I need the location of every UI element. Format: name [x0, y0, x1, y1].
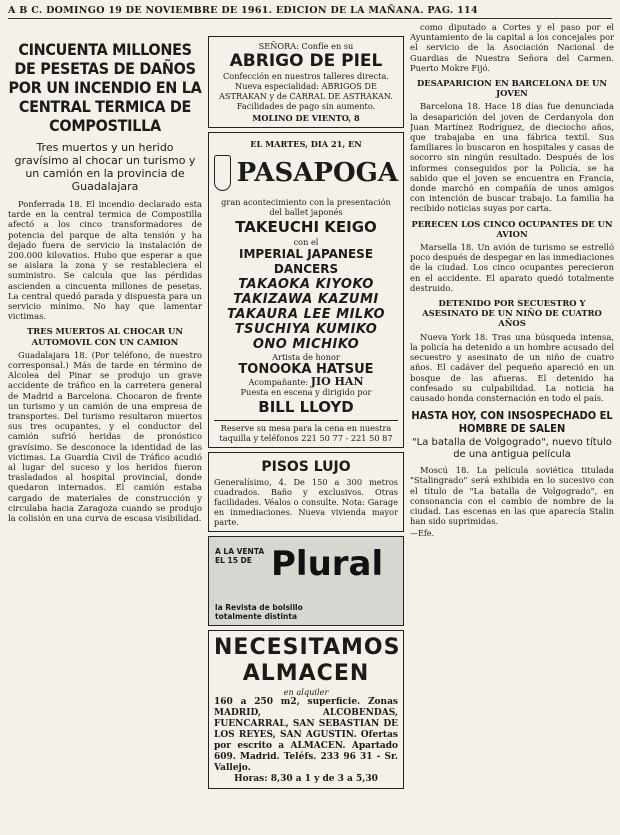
ad-pasapoga-dir-label: Puesta en escena y dirigido por: [240, 387, 372, 397]
ad-fur-body: Confección en nuestros talleres directa. Nueva especialidad: ABRIGOS DE ASTRAKAN y de CARRAL DE ASTRAKAN. Facilidades de pago sin aumento.: [218, 71, 394, 111]
ad-pisos-title: PISOS LUJO: [261, 459, 351, 475]
ad-plural-side2: EL 15 DE: [215, 556, 252, 565]
headline-fire: CINCUENTA MILLONES DE PESETAS DE DAÑOS POR UN INCENDIO EN LA CENTRAL TERMICA DE COMPOSTILLA: [8, 40, 202, 135]
coat-of-arms-icon: [214, 155, 231, 191]
ad-almacen-body: 160 a 250 m2, superficie. Zonas MADRID, ALCOBENDAS, FUENCARRAL, SAN SEBASTIAN DE LOS REYES, SAN AGUSTIN. Ofertas por escrito a ALMACEN. Apartado 609. Madrid. Teléfs. 233 96 31 - Sr. Vallejo.: [214, 697, 398, 773]
ad-pasapoga-date: EL MARTES, DIA 21, EN: [250, 139, 362, 149]
headline-stalin: HASTA HOY, CON INSOSPECHADO EL HOMBRE DE SALEN: [411, 409, 613, 436]
agency-signature: —Efe.: [410, 529, 435, 539]
ad-plural: [208, 536, 404, 626]
headline-plane: PERECEN LOS CINCO OCUPANTES DE UN AVION: [411, 218, 613, 239]
subhead-volgogrado: "La batalla de Volgogrado", nuevo título de una antigua película: [412, 437, 612, 461]
column-ads: [208, 22, 404, 827]
ad-fur-top: SEÑORA: Confíe en su: [258, 41, 354, 51]
ad-almacen: [208, 630, 404, 789]
column-left: [8, 22, 202, 827]
column-right: [410, 22, 614, 827]
ad-pasapoga-artist: TONOOKA HATSUE: [238, 362, 374, 377]
ad-plural-word: Plural: [271, 544, 384, 584]
ad-pasapoga-intro: gran acontecimiento con la presentación del ballet japonés: [221, 197, 391, 217]
dancer-name: ONO MICHIKO: [252, 337, 360, 352]
dancer-name: TAKAURA LEE MILKO: [226, 307, 386, 322]
ad-pasapoga-title: PASAPOGA: [236, 158, 398, 188]
ad-pasapoga: [208, 132, 404, 448]
ad-plural-side1: A LA VENTA: [215, 547, 265, 556]
ad-pasapoga-artist-label: Artista de honor: [272, 352, 340, 362]
article-continued: como diputado a Cortes y el paso por el Ayuntamiento de la capital a los concejales por el servicio de la Asociación Nacional de Guardias de Nuestra Señora del Carmen. Puerto Mokre Fijó.: [410, 22, 614, 73]
article-crash-body: Guadalajara 18. (Por teléfono, de nuestro corresponsal.) Más de tarde en término de Alcolea del Pinar se produjo un grave accidente de tráfico en la carretera general de Madrid a Barcelona. Chocaron de frente un turismo y un camión de una empresa de transportes. Del turismo resultaron muertos sus tres ocupantes, y el conductor del camión sufrió heridas de pronóstico gravísimo. Se desconoce la identidad de las victimas. La Guardia Civil de Tráfico acudió al lugar del suceso y los heridos fueron trasladados al hospital provincial, donde quedaron internados. El camión estaba cargado de materiales de construcción y circulaba hacia Zaragoza cuando se produjo la colisión en una curva de escasa visibilidad.: [8, 349, 202, 524]
dancer-name: TAKAOKA KIYOKO: [238, 277, 374, 292]
ad-pasapoga-company: IMPERIAL JAPANESE DANCERS: [238, 247, 374, 276]
page-masthead: A B C. DOMINGO 19 DE NOVIEMBRE DE 1961. EDICION DE LA MAÑANA. PAG. 114: [8, 4, 612, 19]
article-volgogrado-body: Moscú 18. La película soviética titulada "Stalingrado" será exhibida en lo sucesivo con el título de "La batalla de Volgogrado", en consonancia con el cambio de nombre de la ciudad. Las escenas en las que aparecía Stalin han sido suprimidas.: [410, 465, 614, 527]
ad-almacen-hours: Horas: 8,30 a 1 y de 3 a 5,30: [234, 774, 378, 784]
ad-almacen-line2: ALMACEN: [242, 661, 370, 686]
subhead-accident: Tres muertos y un herido gravísimo al chocar un turismo y un camión en la provincia de Guadalajara: [14, 141, 196, 193]
ad-pisos: [208, 452, 404, 532]
ad-almacen-rent: en alquiler: [283, 687, 329, 697]
ad-pasapoga-names: [214, 277, 398, 352]
article-disappearance-body: Barcelona 18. Hace 18 días fue denunciada la desaparición del joven de Cerdanyola don Juan Martínez Rodríguez, de dieciocho años, que trabajaba en una fábrica textil. Sus familiares lo buscaron en hospitales y casas de socorro sin ningún resultado. Después de los informes conseguidos por la Policía, se ha sabido que el joven se encuentra en Francia, donde marchó en compañía de unos amigos con intención de buscar trabajo. La familia ha recibido noticias suyas por carta.: [410, 101, 614, 214]
article-fire-body: Ponferrada 18. El incendio declarado esta tarde en la central termica de Compostilla afectó a los cinco transformadores de potencia del parque de alta tensión y ha dejado fuera de servicio la instalación de 200.000 kilovatios. Hubo que esperar a que se aislara la zona y se restableciera el suministro. Se calcula que las pérdidas ascienden a cincuenta millones de pesetas. La central quedó parada y dispuesta para un servicio mínimo. No hay que lamentar victimas.: [8, 199, 202, 322]
headline-crash: TRES MUERTOS AL CHOCAR UN AUTOMOVIL CON UN CAMION: [27, 326, 183, 347]
ad-almacen-line1: NECESITAMOS: [214, 635, 401, 660]
dancer-name: TSUCHIYA KUMIKO: [234, 322, 378, 337]
article-kidnap-body: Nueva York 18. Tras una búsqueda intensa, la policía ha detenido a un hombre acusado del secuestro y asesinato de un niño de cuatro años. El cadáver del pequeño apareció en un bosque de las afueras. El detenido ha confesado su culpabilidad. La noticia ha causado honda consternación en todo el país.: [410, 331, 614, 403]
ad-fur-address: MOLINO DE VIENTO, 8: [252, 113, 360, 123]
dancer-name: TAKIZAWA KAZUMI: [233, 292, 379, 307]
article-plane-body: Marsella 18. Un avión de turismo se estrelló poco después de despegar en las inmediaciones de la ciudad. Los cinco ocupantes perecieron en el accidente. El aparato quedó totalmente destruido.: [410, 242, 614, 293]
ad-pisos-body: Generalísimo, 4. De 150 a 300 metros cuadrados. Baño y exclusivos. Otras facilidades. Véalos o consulte. Nota: Garage en inmediaciones. Nueva vivienda mayor parte.: [214, 477, 398, 527]
ad-pasapoga-acc-label: Acompañante:: [248, 377, 309, 387]
ad-pasapoga-acc: JIO HAN: [310, 375, 364, 388]
headline-disappearance: DESAPARICION EN BARCELONA DE UN JOVEN: [416, 78, 608, 99]
ad-pasapoga-star: TAKEUCHI KEIGO: [235, 218, 377, 236]
ad-fur-coat: [208, 36, 404, 128]
headline-kidnap: DETENIDO POR SECUESTRO Y ASESINATO DE UN NIÑO DE CUATRO AÑOS: [422, 298, 602, 329]
ad-fur-title: ABRIGO DE PIEL: [229, 51, 383, 71]
ad-pasapoga-con: con el: [293, 237, 319, 247]
ad-pasapoga-director: BILL LLOYD: [258, 398, 354, 416]
ad-plural-tag: la Revista de bolsillo totalmente distinta: [215, 603, 303, 621]
ad-pasapoga-reserve: Reserve su mesa para la cena en nuestra taquilla y teléfonos 221 50 77 - 221 50 87: [214, 420, 398, 443]
